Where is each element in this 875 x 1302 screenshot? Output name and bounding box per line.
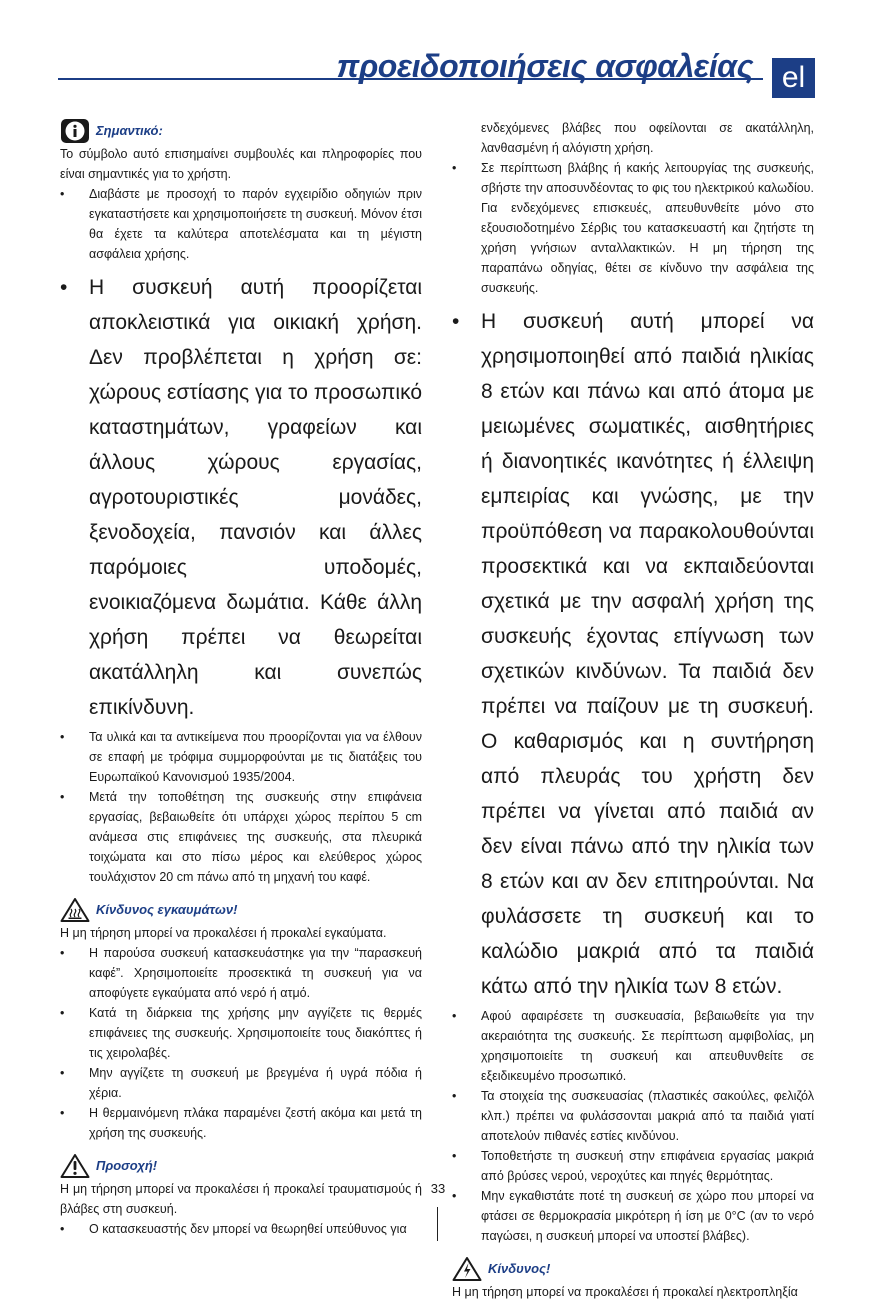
warning-icon: [60, 1153, 90, 1179]
danger-heading-text: Κίνδυνος!: [488, 1261, 551, 1276]
list-item: • Η παρούσα συσκευή κατασκευάστηκε για την “παρασκευή καφέ”. Χρησιμοποιείτε προσεκτικά τη συσκευή για να αποφύγετε εγκαύματα από νερό ή ατμό.: [60, 943, 422, 1003]
caution-intro: Η μη τήρηση μπορεί να προκαλέσει ή προκαλεί τραυματισμούς ή βλάβες στη συσκευή.: [60, 1182, 422, 1216]
list-item-large: • Η συσκευή αυτή προορίζεται αποκλειστικά για οικιακή χρήση. Δεν προβλέπεται η χρήση σε: χώρους εστίασης για το προσωπικό καταστημάτων, γραφείων και άλλους χώρους εργασίας, αγροτουριστικές μονάδες, ξενοδοχεία, πανσιόν και άλλες παρόμοιες υποδομές, ενοικιαζόμενα δωμάτια. Κάθε άλλη χρήση πρέπει να θεωρείται ακατάλληλη και συνεπώς επικίνδυνη.: [60, 270, 422, 725]
caution-heading: [60, 1153, 422, 1179]
list-item: • Σε περίπτωση βλάβης ή κακής λειτουργίας της συσκευής, σβήστε την αποσυνδέοντας το φις του ηλεκτρικού καλωδίου. Για ενδεχόμενες επισκευές, απευθυνθείτε μόνο στο εξουσιοδοτημένο Σέρβις του κατασκευαστή και ζητήστε τη χρήση γνήσιων ανταλλακτικών. Η μη τήρηση της παραπάνω οδηγίας, θέτει σε κίνδυνο την ασφάλεια της συσκευής.: [452, 158, 814, 298]
important-heading: [60, 118, 422, 144]
right-column: [452, 118, 814, 1302]
left-column: [60, 118, 422, 1239]
list-item: • Η θερμαινόμενη πλάκα παραμένει ζεστή ακόμα και μετά τη χρήση της συσκευής.: [60, 1103, 422, 1143]
list-item: • Διαβάστε με προσοχή το παρόν εγχειρίδιο οδηγιών πριν εγκαταστήσετε και χρησιμοποιήσετε τη συσκευή. Μόνον έτσι θα έχετε τα καλύτερα αποτελέσματα και τη μέγιστη ασφάλεια χρήσης.: [60, 184, 422, 264]
info-icon: [60, 118, 90, 144]
page-divider: [437, 1207, 438, 1241]
important-intro: Το σύμβολο αυτό επισημαίνει συμβουλές και πληροφορίες που είναι σημαντικές για το χρήστη.: [60, 147, 422, 181]
list-item: • Κατά τη διάρκεια της χρήσης μην αγγίζετε τις θερμές επιφάνειες της συσκευής. Χρησιμοποιείτε τους διακόπτες ή τις χειρολαβές.: [60, 1003, 422, 1063]
burns-intro: Η μη τήρηση μπορεί να προκαλέσει ή προκαλεί εγκαύματα.: [60, 926, 387, 940]
electric-shock-warning-icon: [452, 1256, 482, 1282]
list-item: • Μην αγγίζετε τη συσκευή με βρεγμένα ή υγρά πόδια ή χέρια.: [60, 1063, 422, 1103]
list-item: • Μην εγκαθιστάτε ποτέ τη συσκευή σε χώρο που μπορεί να φτάσει σε θερμοκρασία μικρότερη ή ίση με 0°C (αν το νερό παγώσει, η συσκευή μπορεί να υποστεί βλάβες).: [452, 1186, 814, 1246]
language-tag: el: [772, 58, 815, 98]
list-item: • Τα στοιχεία της συσκευασίας (πλαστικές σακούλες, φελιζόλ κλπ.) πρέπει να φυλάσσονται μακριά από τα παιδιά γιατί αποτελούν πιθανές εστίες κινδύνου.: [452, 1086, 814, 1146]
list-item-large: • Η συσκευή αυτή μπορεί να χρησιμοποιηθεί από παιδιά ηλικίας 8 ετών και πάνω και από άτομα με μειωμένες σωματικές, αισθητήριες ή διανοητικές ικανότητες ή έλλειψη εμπειρίας και γνώσης, με την προϋπόθεση να παρακολουθούνται προσεκτικά και να εκπαιδεύονται σχετικά με την ασφαλή χρήση της συσκευής έχοντας επίγνωση των σχετικών κινδύνων. Τα παιδιά δεν πρέπει να παίζουν με τη συσκευή. Ο καθαρισμός και η συντήρηση από πλευράς του χρήστη δεν πρέπει να γίνεται από παιδιά αν δεν είναι πάνω από την ηλικία των 8 ετών και αν δεν επιτηρούνται. Να φυλάσσετε τη συσκευή και το καλώδιο μακριά από τα παιδιά κάτω από την ηλικία των 8 ετών.: [452, 304, 814, 1004]
continued-text: ενδεχόμενες βλάβες που οφείλονται σε ακατάλληλη, λανθασμένη ή αλόγιστη χρήση.: [481, 121, 814, 155]
danger-heading: [452, 1256, 814, 1282]
list-item: • Τα υλικά και τα αντικείμενα που προορίζονται για να έλθουν σε επαφή με τρόφιμα συμμορφούνται με τις διατάξεις του Ευρωπαϊκού Κανονισμού 1935/2004.: [60, 727, 422, 787]
list-item: • Ο κατασκευαστής δεν μπορεί να θεωρηθεί υπεύθυνος για: [60, 1219, 422, 1239]
danger-intro: Η μη τήρηση μπορεί να προκαλέσει ή προκαλεί ηλεκτροπληξία: [452, 1285, 798, 1299]
page-number: 33: [430, 1181, 446, 1196]
burns-heading-text: Κίνδυνος εγκαυμάτων!: [96, 902, 238, 917]
list-item: • Αφού αφαιρέσετε τη συσκευασία, βεβαιωθείτε για την ακεραιότητα της συσκευής. Σε περίπτωση αμφιβολίας, μη χρησιμοποιείτε τη συσκευή και απευθυνθείτε σε εξειδικευμένο προσωπικό.: [452, 1006, 814, 1086]
hot-surface-warning-icon: [60, 897, 90, 923]
page-title: προειδοποιήσεις ασφαλείας: [336, 48, 753, 84]
burns-heading: [60, 897, 422, 923]
list-item: • Τοποθετήστε τη συσκευή στην επιφάνεια εργασίας μακριά από βρύσες νερού, νεροχύτες και πηγές θερμότητας.: [452, 1146, 814, 1186]
list-item: • Μετά την τοποθέτηση της συσκευής στην επιφάνεια εργασίας, βεβαιωθείτε ότι υπάρχει χώρος περίπου 5 cm ανάμεσα στις επιφάνειες της συσκευής, στα πλευρικά τοιχώματα και στο πίσω μέρος και ελεύθερος χώρος τουλάχιστον 20 cm πάνω από τη μηχανή του καφέ.: [60, 787, 422, 887]
important-heading-text: Σημαντικό:: [96, 123, 163, 138]
caution-heading-text: Προσοχή!: [96, 1158, 158, 1173]
